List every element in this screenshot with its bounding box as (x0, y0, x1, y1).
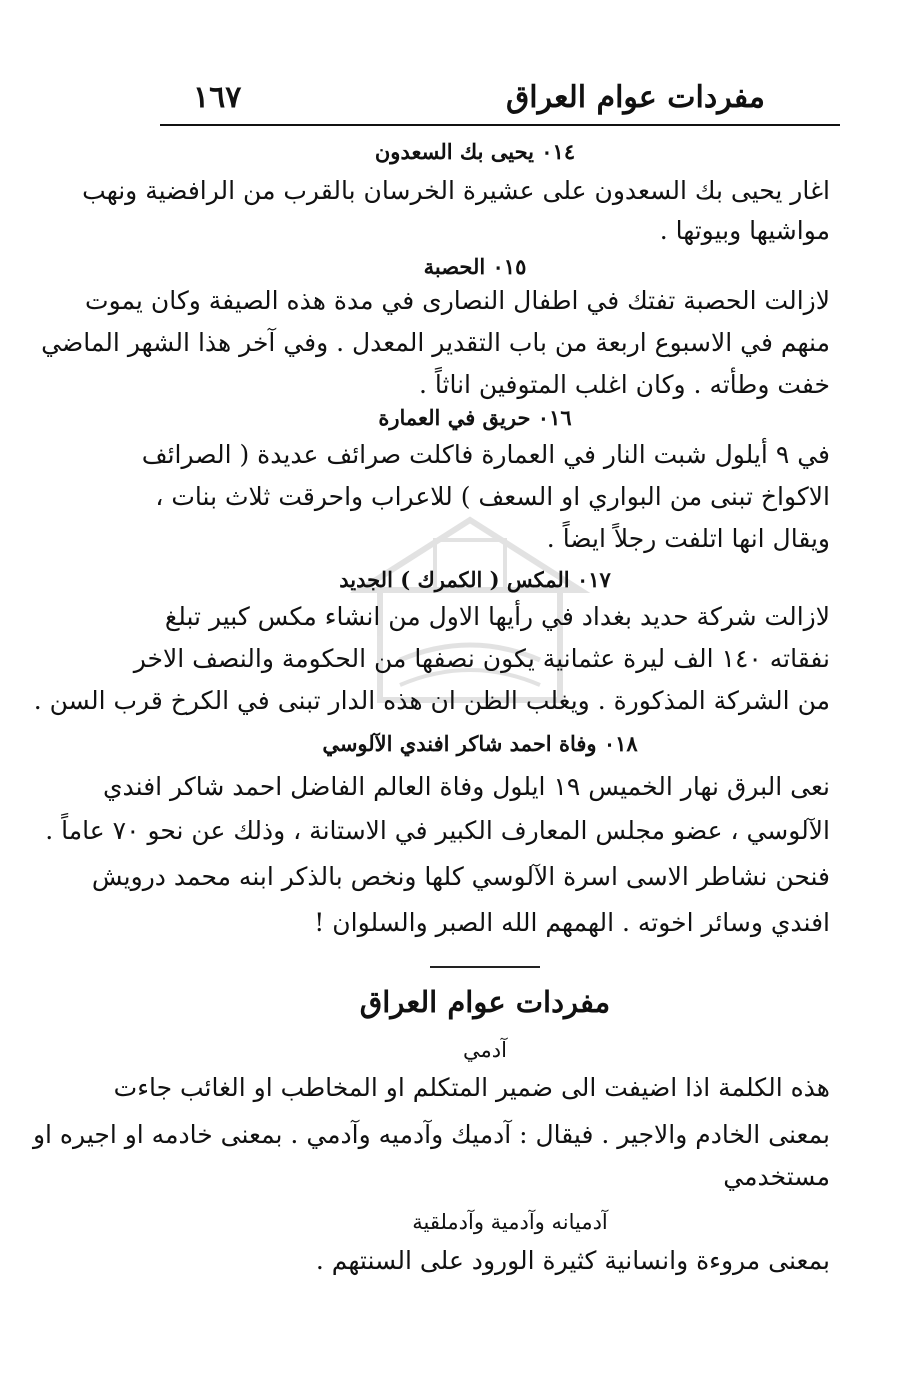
section-line: بمعنى مروءة وانسانية كثيرة الورود على السنتهم . (315, 1246, 830, 1275)
entry-line: نعى البرق نهار الخميس ١٩ ايلول وفاة العالم الفاضل احمد شاكر افندي (102, 772, 830, 801)
entry-heading: ٠١٤ يحيى بك السعدون (374, 139, 576, 164)
entry-line: الآلوسي ، عضو مجلس المعارف الكبير في الاستانة ، وذلك عن نحو ٧٠ عاماً . (45, 816, 830, 845)
entry-line: افندي وسائر اخوته . الهمهم الله الصبر والسلوان ! (314, 908, 830, 937)
section-line: مستخدمي (723, 1162, 830, 1191)
entry-line: منهم في الاسبوع اربعة من باب التقدير المعدل . وفي آخر هذا الشهر الماضي (41, 328, 830, 357)
entry-heading: ٠١٨ وفاة احمد شاكر افندي الآلوسي (322, 731, 638, 756)
entry-line: ويقال انها اتلفت رجلاً ايضاً . (546, 524, 830, 553)
entry-line: خفت وطأته . وكان اغلب المتوفين اناثاً . (418, 370, 830, 399)
entry-heading: ٠١٥ الحصبة (423, 254, 527, 279)
section-separator (430, 966, 540, 968)
word-heading: آدمي (463, 1038, 507, 1062)
entry-line: في ٩ أيلول شبت النار في العمارة فاكلت صرائف عديدة ( الصرائف (141, 440, 830, 469)
entry-line: اغار يحيى بك السعدون على عشيرة الخرسان بالقرب من الرافضية ونهب (82, 176, 830, 205)
word-heading: آدميانه وآدمية وآدملقية (412, 1210, 608, 1234)
entry-heading: ٠١٧ المكس ( الكمرك ) الجديد (339, 567, 611, 592)
entry-heading: ٠١٦ حريق في العمارة (378, 405, 572, 430)
running-title: مفردات عوام العراق (505, 80, 765, 115)
page-number: ١٦٧ (193, 80, 242, 115)
entry-line: نفقاته ١٤٠ الف ليرة عثمانية يكون نصفها من الحكومة والنصف الاخر (133, 644, 830, 673)
section-line: بمعنى الخادم والاجير . فيقال : آدميك وآدميه وآدمي . بمعنى خادمه او اجيره او (32, 1120, 830, 1149)
entry-line: الاكواخ تبنى من البواري او السعف ) للاعراب واحرقت ثلاث بنات ، (155, 482, 830, 511)
entry-line: لازالت شركة حديد بغداد في رأيها الاول من انشاء مكس كبير تبلغ (164, 602, 830, 631)
section-title: مفردات عوام العراق (359, 985, 611, 1019)
entry-line: من الشركة المذكورة . ويغلب الظن ان هذه الدار تبنى في الكرخ قرب السن . (33, 686, 830, 715)
entry-line: فنحن نشاطر الاسى اسرة الآلوسي كلها ونخص بالذكر ابنه محمد درويش (91, 862, 830, 891)
running-head (165, 76, 835, 120)
header-rule (160, 124, 840, 126)
entry-line: مواشيها وبيوتها . (659, 216, 830, 245)
section-line: هذه الكلمة اذا اضيفت الى ضمير المتكلم او المخاطب او الغائب جاءت (113, 1073, 830, 1102)
entry-line: لازالت الحصبة تفتك في اطفال النصارى في مدة هذه الصيفة وكان يموت (85, 286, 830, 315)
